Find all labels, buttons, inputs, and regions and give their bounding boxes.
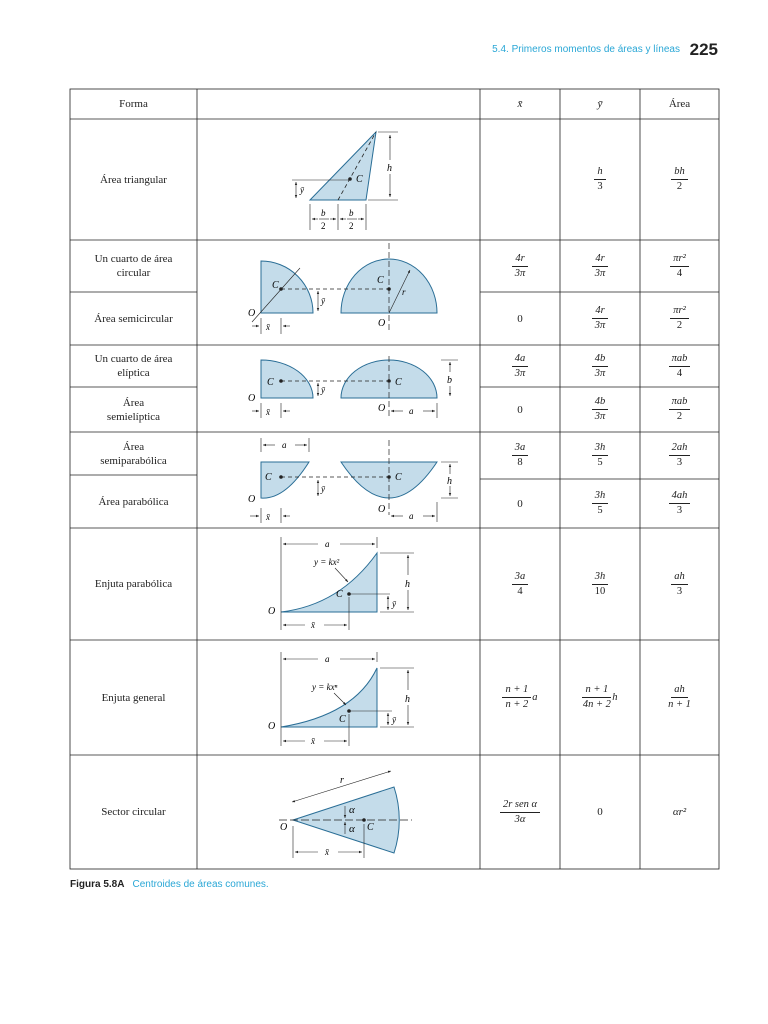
cell-semieliptica-area: $\frac{\text{πab}}{2}$	[640, 387, 719, 432]
label-ybar: ȳ	[392, 599, 396, 609]
row-name-semicircular: Área semicircular	[94, 312, 173, 325]
label-ybar: ȳ	[321, 296, 325, 306]
row-name-enjuta-general: Enjuta general	[101, 691, 166, 704]
cell-sector-circular-xbar: $\frac{\text{2r sen α}}{3\alpha}$	[480, 755, 560, 869]
row-name-cuarto-eliptica: Un cuarto de área elíptica	[94, 353, 173, 379]
label-C: C	[267, 377, 274, 388]
fig-elliptic	[248, 356, 458, 418]
label-b: b	[447, 375, 452, 386]
cell-semicircular-area: $\frac{\text{πr²}}{2}$	[640, 292, 719, 345]
fig-enjuta-parabolica	[268, 537, 414, 630]
col-header-xbar: x̄	[517, 98, 523, 110]
row-name-sector-circular: Sector circular	[101, 806, 166, 818]
label-r: r	[340, 775, 344, 786]
cell-sector-circular-ybar: 0	[597, 806, 603, 818]
cell-semiparabolica-area: $\frac{2ah}{3}$	[640, 432, 719, 479]
cell-parabolica-area: $\frac{4ah}{3}$	[640, 479, 719, 528]
label-C: C	[367, 822, 374, 833]
cell-enjuta-parabolica-area: $\frac{ah}{3}$	[640, 528, 719, 640]
label-xbar: x̄	[266, 512, 270, 522]
cell-enjuta-general-area: $\frac{ah}{n + 1}$	[668, 684, 691, 710]
label-O: O	[268, 606, 276, 617]
row-name-semieliptica: Área semielíptica	[106, 396, 161, 423]
figure-caption-text: Centroides de áreas comunes.	[132, 879, 269, 890]
cell-semiparabolica-ybar: $\frac{3h}{5}$	[560, 432, 640, 479]
cell-triangular-ybar: $\frac{h}{3}$	[560, 119, 640, 240]
fig-circular	[248, 243, 437, 334]
cell-sector-circular-area: αr²	[672, 806, 687, 818]
label-O: O	[378, 504, 386, 515]
cell-enjuta-parabolica-ybar: $\frac{3h}{10}$	[560, 528, 640, 640]
label-C: C	[272, 280, 279, 291]
label-h: h	[387, 163, 392, 174]
cell-cuarto-circular-area: $\frac{\text{πr²}}{4}$	[640, 240, 719, 292]
fig-parabolic	[248, 438, 458, 523]
cell-enjuta-parabolica-xbar: $\frac{3a}{4}$	[480, 528, 560, 640]
fig-triangle	[292, 132, 398, 231]
cell-parabolica-xbar: 0	[517, 497, 523, 510]
cell-triangular-area: $\frac{bh}{2}$	[640, 119, 719, 240]
label-C: C	[356, 174, 363, 185]
label-a: a	[325, 539, 330, 549]
label-C: C	[265, 472, 272, 483]
label-O: O	[378, 318, 386, 329]
cell-cuarto-eliptica-xbar: $\frac{4a}{3\pi}$	[480, 345, 560, 387]
label-b: b	[321, 208, 326, 218]
cell-cuarto-eliptica-ybar: $\frac{4b}{3\pi}$	[560, 345, 640, 387]
label-xbar: x̄	[311, 620, 315, 630]
cell-semieliptica-ybar: $\frac{4b}{3\pi}$	[560, 387, 640, 432]
fig-enjuta-general	[268, 652, 414, 746]
row-name-parabolica: Área parabólica	[98, 495, 169, 508]
figure-caption-label: Figura 5.8A	[70, 879, 125, 890]
row-name-triangular: Área triangular	[100, 173, 167, 186]
label-C: C	[395, 472, 402, 483]
label-O: O	[248, 494, 256, 505]
page-number: 225	[689, 40, 718, 59]
row-name-cuarto-circular: Un cuarto de área circular	[94, 253, 173, 279]
label-C: C	[336, 589, 343, 600]
label-a: a	[409, 511, 414, 521]
col-header-ybar: ȳ	[597, 98, 603, 110]
label-alpha: α	[349, 804, 355, 816]
cell-semicircular-ybar: $\frac{4r}{3\pi}$	[560, 292, 640, 345]
section-header: 5.4. Primeros momentos de áreas y líneas	[492, 44, 680, 55]
label-a: a	[325, 654, 330, 664]
label-C: C	[395, 377, 402, 388]
label-a: a	[282, 440, 287, 450]
label-2: 2	[349, 221, 354, 231]
label-xbar: x̄	[266, 407, 270, 417]
cell-enjuta-general-xbar: $\frac{n + 1}{n + 2}$ a	[480, 640, 560, 755]
label-O: O	[248, 308, 256, 319]
label-xbar: x̄	[325, 847, 329, 857]
label-h: h	[405, 579, 410, 590]
label-C: C	[377, 275, 384, 286]
label-O: O	[280, 822, 288, 833]
cell-parabolica-ybar: $\frac{3h}{5}$	[560, 479, 640, 528]
cell-enjuta-general-ybar: $\frac{n + 1}{4n + 2}$ h	[582, 684, 618, 710]
cell-semieliptica-xbar: 0	[517, 403, 523, 416]
label-ybar: ȳ	[392, 715, 396, 725]
row-name-semiparabolica: Área semiparabólica	[100, 440, 167, 467]
label-a: a	[409, 406, 414, 416]
label-O: O	[378, 403, 386, 414]
label-y-kx2: y = kx²	[314, 557, 340, 567]
cell-cuarto-eliptica-area: $\frac{\text{πab}}{4}$	[640, 345, 719, 387]
cell-semiparabolica-xbar: $\frac{3a}{8}$	[480, 432, 560, 479]
label-O: O	[248, 393, 256, 404]
label-ybar: ȳ	[321, 385, 325, 395]
label-alpha: α	[349, 823, 355, 835]
label-b: b	[349, 208, 354, 218]
col-header-area: Área	[668, 98, 691, 110]
label-r: r	[402, 287, 406, 297]
label-xbar: x̄	[266, 322, 270, 332]
col-header-forma: Forma	[119, 98, 148, 110]
cell-cuarto-circular-ybar: $\frac{4r}{3\pi}$	[560, 240, 640, 292]
cell-semicircular-xbar: 0	[517, 312, 523, 325]
label-C: C	[339, 714, 346, 725]
label-2: 2	[321, 221, 326, 231]
label-ybar: ȳ	[321, 484, 325, 494]
label-ybar: ȳ	[300, 185, 304, 195]
label-y-kxn: y = kxⁿ	[312, 682, 338, 692]
figure-caption	[70, 879, 269, 890]
row-name-enjuta-parabolica: Enjuta parabólica	[94, 578, 173, 590]
label-xbar: x̄	[311, 736, 315, 746]
label-h: h	[405, 694, 410, 705]
fig-sector	[279, 771, 412, 858]
label-O: O	[268, 721, 276, 732]
cell-cuarto-circular-xbar: $\frac{4r}{3\pi}$	[480, 240, 560, 292]
label-h: h	[447, 476, 452, 487]
